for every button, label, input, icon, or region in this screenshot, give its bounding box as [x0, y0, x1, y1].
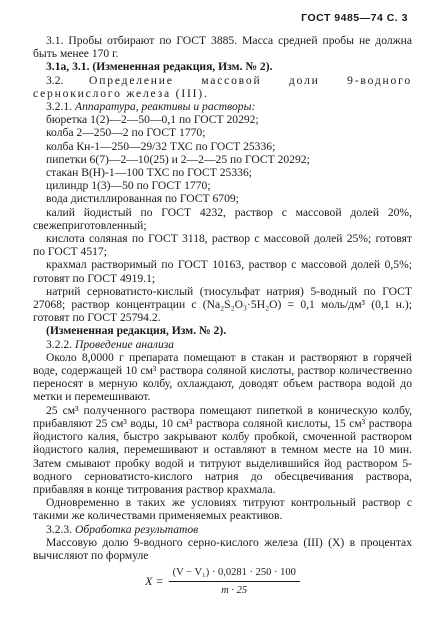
- formula-denominator: m · 25: [221, 585, 248, 597]
- equipment-item: пипетки 6(7)—2—10(25) и 2—2—25 по ГОСТ 20292;: [46, 152, 310, 166]
- equipment-item: стакан В(Н)-1—100 ТХС по ГОСТ 25336;: [46, 166, 252, 180]
- amendment-note-2: (Измененная редакция, Изм. № 2).: [46, 324, 227, 338]
- reagent-item: вода дистиллированная по ГОСТ 6709;: [46, 192, 239, 206]
- document-body: [33, 34, 412, 598]
- reagent-item: кислота соляная по ГОСТ 3118, раствор с массовой долей 25%; готовят по ГОСТ 4517;: [33, 232, 412, 259]
- formula-lhs: X =: [145, 574, 164, 589]
- reagent-item: крахмал растворимый по ГОСТ 10163, раствор с массовой долей 0,5%; готовят по ГОСТ 4919.1;: [33, 258, 412, 285]
- formula-fraction: [169, 566, 300, 597]
- equipment-item: бюретка 1(2)—2—50—0,1 по ГОСТ 20292;: [46, 113, 259, 127]
- equipment-item: колба Кн-1—250—29/32 ТХС по ГОСТ 25336;: [46, 139, 276, 153]
- subsection-heading-3-2-1: 3.2.1. Аппаратура, реактивы и растворы:: [46, 100, 256, 114]
- equipment-item: колба 2—250—2 по ГОСТ 1770;: [46, 126, 206, 140]
- subsection-heading-3-2-3: 3.2.3. Обработка результатов: [46, 522, 199, 536]
- result-formula: [33, 566, 412, 597]
- subsection-heading-3-2-2: 3.2.2. Проведение анализа: [46, 337, 175, 351]
- page-header: ГОСТ 9485—74 С. 3: [301, 12, 408, 24]
- analysis-paragraph-2: 25 см³ полученного раствора помещают пипеткой в коническую колбу, прибавляют 25 см³ воды, 10 см³ раствора соляной кислоты, 15 см³ раствора йодистого калия, быстро закрывают колбу пробкой, смоченной раствором йодистого калия, перемешивают и оставляют в темном месте на 10 мин. Затем смывают пробку водой и титруют выделившийся йод раствором 5-водного серноватисто-кислого натрия до обесцвечивания раствора, прибавляя в конце титрования раствор крахмала.: [33, 403, 412, 496]
- equipment-item: цилиндр 1(3)—50 по ГОСТ 1770;: [46, 179, 211, 193]
- analysis-paragraph-1: Около 8,0000 г препарата помещают в стакан и растворяют в горячей воде, содержащей 10 см³ раствора соляной кислоты, раствор количественно переносят в мерную колбу, охлаждают, доводят объем раствора водой до метки и перемешивают.: [33, 350, 412, 404]
- analysis-paragraph-3: Одновременно в таких же условиях титруют контрольный раствор с такими же количествами применяемых реактивов.: [33, 496, 412, 523]
- amendment-note-1: 3.1а, 3.1. (Измененная редакция, Изм. № 2).: [46, 60, 273, 74]
- reagent-item: натрий серноватисто-кислый (тиосульфат натрия) 5-водный по ГОСТ 27068; раствор концентрации с (Na₂S₂O₃·5H₂O) = 0,1 моль/дм³ (0,1 н.); готовят по ГОСТ 25794.2.: [33, 284, 412, 325]
- paragraph-3-1: 3.1. Пробы отбирают по ГОСТ 3885. Масса средней пробы не должна быть менее 170 г.: [33, 34, 412, 61]
- reagent-item: калий йодистый по ГОСТ 4232, раствор с массовой долей 20%, свежеприготовленный;: [33, 205, 412, 232]
- section-heading-3-2: 3.2. Определение массовой доли 9-водного сернокислого железа (III).: [33, 73, 412, 100]
- formula-numerator: (V − V₁) · 0,0281 · 250 · 100: [169, 566, 300, 582]
- results-paragraph: Массовую долю 9-водного серно-кислого железа (III) (X) в процентах вычисляют по формуле: [33, 535, 412, 562]
